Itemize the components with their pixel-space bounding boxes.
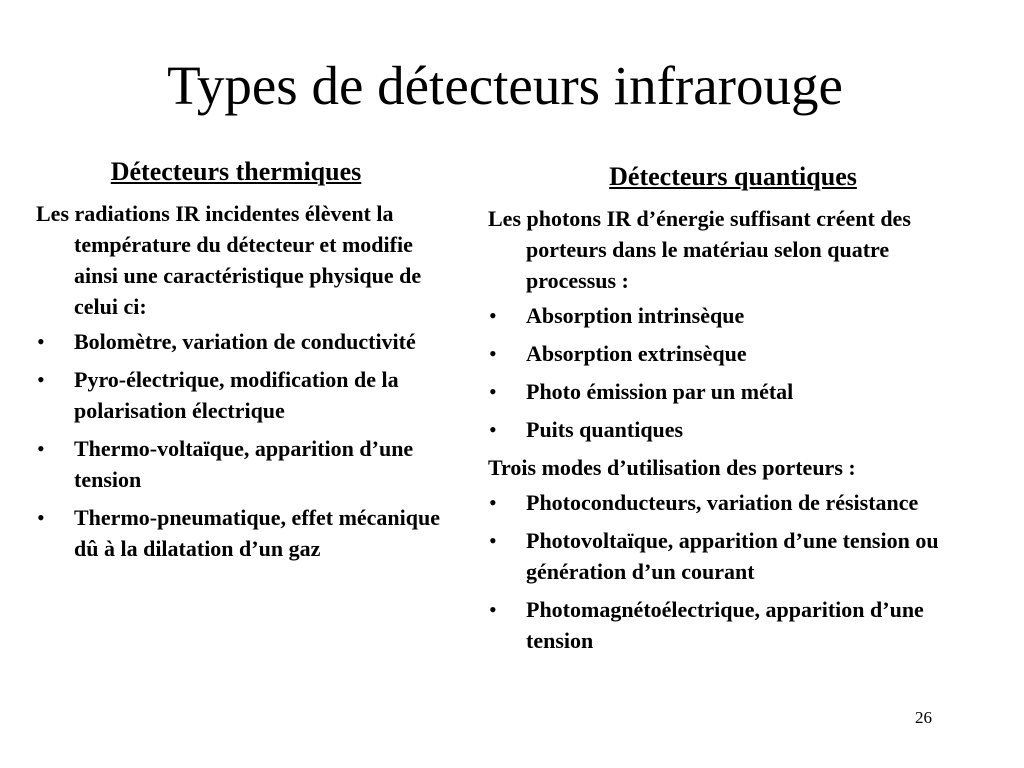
bullet-text: Thermo-voltaïque, apparition d’une tension	[74, 436, 414, 492]
bullet-dot: •	[489, 341, 497, 366]
thermal-detectors-heading: Détecteurs thermiques	[110, 157, 362, 186]
bullet-dot: •	[37, 367, 45, 392]
bullet-dot: •	[37, 329, 45, 354]
quantum-detectors-heading: Détecteurs quantiques	[609, 162, 857, 191]
bullet-item	[488, 376, 978, 407]
bullet-dot: •	[37, 505, 45, 530]
bullet-item	[36, 364, 446, 426]
bullet-text: Photoconducteurs, variation de résistance	[526, 490, 919, 515]
bullet-dot: •	[489, 490, 497, 515]
modes-intro: Trois modes d’utilisation des porteurs :	[488, 455, 856, 480]
bullet-text: Thermo-pneumatique, effet mécanique dû à la dilatation d’un gaz	[74, 505, 441, 561]
bullet-text: Photomagnétoélectrique, apparition d’une tension	[526, 597, 924, 653]
bullet-text: Photo émission par un métal	[526, 379, 794, 404]
bullet-text: Bolomètre, variation de conductivité	[74, 329, 416, 354]
page-number: 26	[915, 708, 932, 727]
bullet-dot: •	[489, 379, 497, 404]
bullet-text: Absorption extrinsèque	[526, 341, 747, 366]
bullet-item	[36, 326, 446, 357]
bullet-dot: •	[489, 303, 497, 328]
bullet-item	[488, 487, 978, 518]
bullet-item	[488, 414, 978, 445]
bullet-dot: •	[489, 528, 497, 553]
quantum-intro: Les photons IR d’énergie suffisant créent des porteurs dans le matériau selon quatre processus :	[488, 206, 911, 293]
bullet-item	[488, 594, 978, 656]
bullet-text: Absorption intrinsèque	[526, 303, 745, 328]
bullet-item	[488, 300, 978, 331]
bullet-text: Pyro-électrique, modification de la polarisation électrique	[74, 367, 399, 423]
bullet-dot: •	[489, 417, 497, 442]
bullet-item	[488, 338, 978, 369]
quantum-detectors-column	[488, 155, 978, 663]
bullet-text: Photovoltaïque, apparition d’une tension ou génération d’un courant	[526, 528, 939, 584]
bullet-dot: •	[489, 597, 497, 622]
bullet-item	[488, 525, 978, 587]
bullet-item	[36, 502, 446, 564]
bullet-dot: •	[37, 436, 45, 461]
thermal-intro: Les radiations IR incidentes élèvent la température du détecteur et modifie ainsi une caractéristique physique de celui ci:	[36, 201, 422, 319]
thermal-detectors-column	[36, 150, 446, 571]
slide-title: Types de détecteurs infrarouge	[167, 55, 843, 116]
bullet-text: Puits quantiques	[526, 417, 684, 442]
bullet-item	[36, 433, 446, 495]
